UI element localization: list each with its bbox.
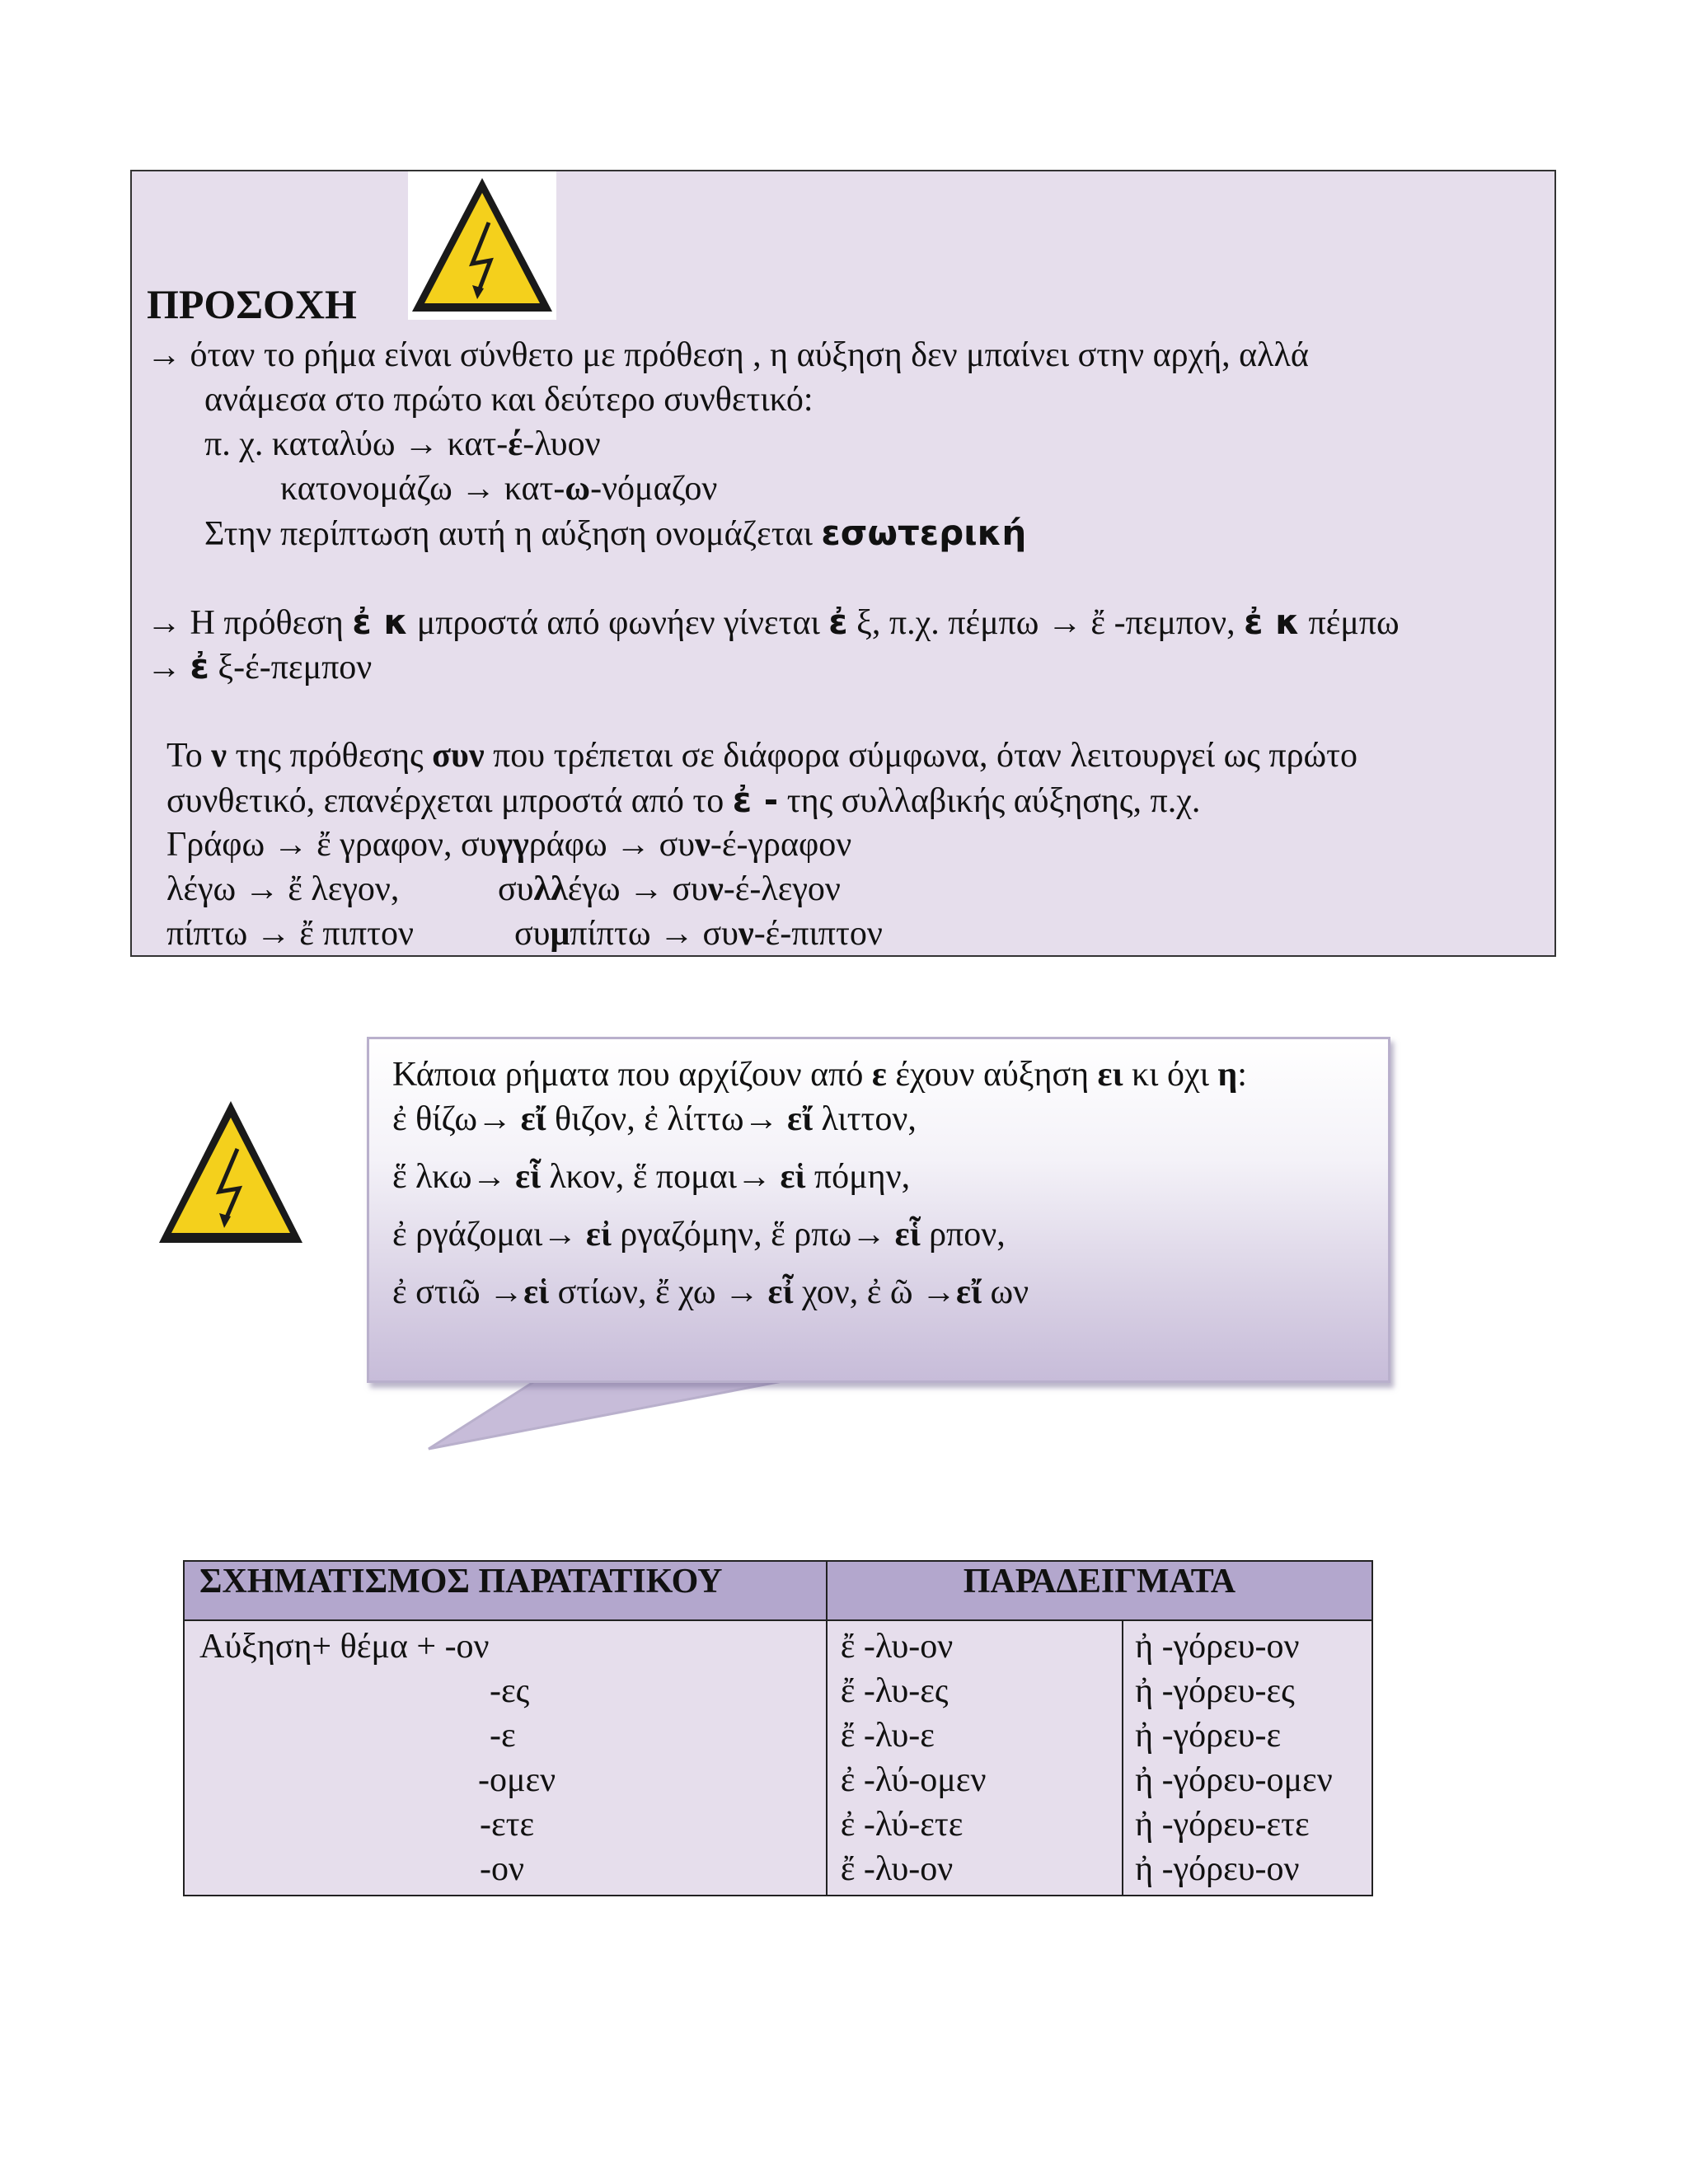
example-line: ἠ -γόρευ-ε: [1135, 1717, 1282, 1755]
para2-line1: → Η πρόθεση ἐ κ μπροστά από φωνήεν γίνεται ἐ ξ, π.χ. πέμπω → ἔ -πεμπον, ἐ κ πέμπω: [147, 602, 1400, 642]
para3-example-grafo: Γράφω → ἔ γραφον, συγγράφω → συν-έ-γραφον: [166, 826, 852, 864]
example-line: ἐ -λύ-ετε: [840, 1806, 964, 1844]
callout-box: [367, 1037, 1390, 1383]
example-line: ἐ -λύ-ομεν: [840, 1761, 987, 1799]
examples-agoreuo-cell: [1123, 1620, 1372, 1896]
formation-line: -ον: [480, 1850, 524, 1888]
warning-electric-icon: [408, 171, 556, 320]
example-line: ἔ -λυ-ον: [840, 1628, 954, 1666]
header-examples: ΠΑΡΑΔΕΙΓΜΑΤΑ: [827, 1561, 1372, 1620]
example-line: ἠ -γόρευ-ετε: [1135, 1806, 1310, 1844]
table-row: [184, 1620, 1372, 1896]
formation-line: Αύξηση+ θέμα + -ον: [199, 1628, 490, 1666]
example-line: ἔ -λυ-ε: [840, 1717, 935, 1755]
para3-example-pipto-left: πίπτω → ἔ πιπτον: [166, 915, 414, 953]
para2-line2: → ἐ ξ-έ-πεμπον: [147, 646, 373, 687]
callout-example-4: ἐ στιῶ →εἱ στίων, ἔ χω → εἶ χον, ἐ ῶ →εἴ ων: [392, 1273, 1029, 1311]
example-line: ἔ -λυ-ες: [840, 1672, 949, 1710]
para3-example-lego-left: λέγω → ἔ λεγον,: [166, 870, 400, 908]
attention-box: [130, 170, 1556, 957]
callout-example-1: ἐ θίζω→ εἴ θιζον, ἐ λίττω→ εἴ λιττον,: [392, 1100, 917, 1138]
callout-example-3: ἐ ργάζομαι→ εἰ ργαζόμην, ἕ ρπω→ εἷ ρπον,: [392, 1216, 1006, 1254]
para3-example-lego-right: συλλέγω → συν-έ-λεγον: [498, 870, 841, 908]
para3-line1: Το ν της πρόθεσης συν που τρέπεται σε διάφορα σύμφωνα, όταν λειτουργεί ως πρώτο: [166, 737, 1358, 775]
formation-line: -ετε: [480, 1806, 535, 1844]
warning-electric-icon: [157, 1096, 305, 1249]
formation-cell: [184, 1620, 827, 1896]
example-line: ἠ -γόρευ-ον: [1135, 1628, 1300, 1666]
callout-example-2: ἕ λκω→ εἷ λκον, ἕ πομαι→ εἱ πόμην,: [392, 1158, 911, 1196]
table-header-row: [184, 1561, 1372, 1620]
para1-example1: π. χ. καταλύω → κατ-έ-λυον: [204, 425, 601, 463]
header-formation: ΣΧΗΜΑΤΙΣΜΟΣ ΠΑΡΑΤΑΤΙΚΟΥ: [184, 1561, 827, 1620]
example-line: ἠ -γόρευ-ομεν: [1135, 1761, 1333, 1799]
example-line: ἠ -γόρευ-ον: [1135, 1850, 1300, 1888]
example-line: ἔ -λυ-ον: [840, 1850, 954, 1888]
example-line: ἠ -γόρευ-ες: [1135, 1672, 1295, 1710]
formation-line: -ομεν: [478, 1761, 556, 1799]
para1-line2: ανάμεσα στο πρώτο και δεύτερο συνθετικό:: [204, 381, 814, 419]
para3-line2: συνθετικό, επανέρχεται μπροστά από το ἐ - της συλλαβικής αύξησης, π.χ.: [166, 780, 1201, 820]
imperfect-formation-table: [183, 1560, 1373, 1896]
para3-example-pipto-right: συμπίπτω → συν-έ-πιπτον: [514, 915, 883, 953]
callout-intro: Κάποια ρήματα που αρχίζουν από ε έχουν αύξηση ει κι όχι η:: [392, 1056, 1247, 1094]
para1-example2: κατονομάζω → κατ-ω-νόμαζον: [280, 470, 718, 508]
examples-luo-cell: [827, 1620, 1123, 1896]
formation-line: -ε: [490, 1717, 516, 1755]
para1-internal-augment: Στην περίπτωση αυτή η αύξηση ονομάζεται εσωτερική: [204, 513, 1027, 553]
formation-line: -ες: [490, 1672, 530, 1710]
attention-title: ΠΡΟΣΟΧΗ: [147, 281, 357, 327]
para1-line1: → όταν το ρήμα είναι σύνθετο με πρόθεση , η αύξηση δεν μπαίνει στην αρχή, αλλά: [147, 336, 1309, 374]
